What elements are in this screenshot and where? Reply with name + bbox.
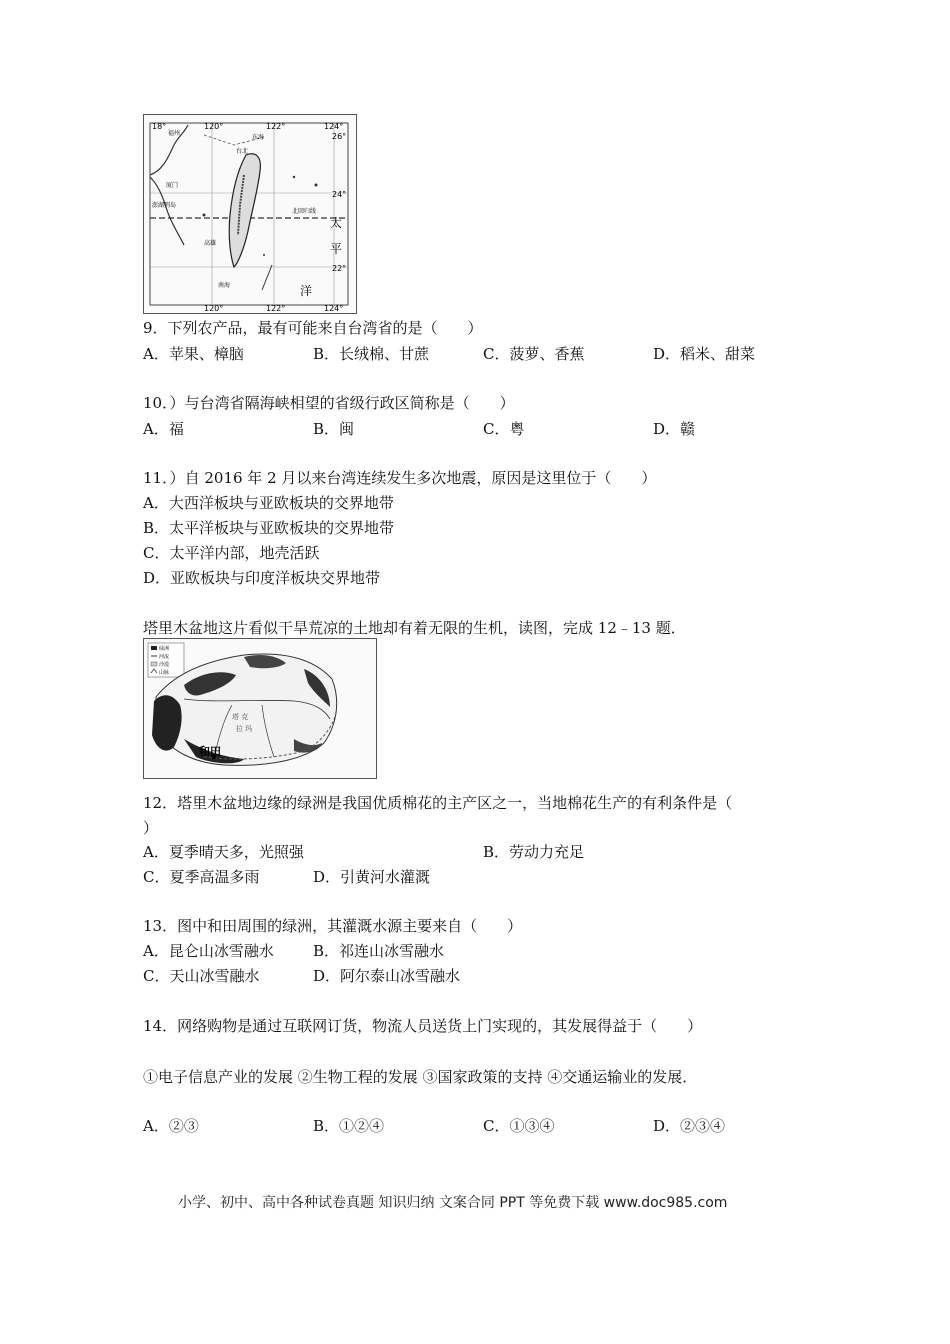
map-lat-label: 24° [332,190,347,199]
question-10-option-a[interactable]: A．福 [143,420,184,438]
question-14-stem: 14．网络购物是通过互联网订货，物流人员送货上门实现的，其发展得益于（ ） [143,1017,703,1035]
map-lat-label: 26° [332,132,347,141]
question-13-option-d[interactable]: D．阿尔泰山冰雪融水 [313,967,461,985]
question-11-stem: 11．）自 2016 年 2 月以来台湾连续发生多次地震，原因是这里位于（ ） [143,469,657,487]
question-12-option-a[interactable]: A．夏季晴天多，光照强 [143,843,304,861]
question-11-option-c[interactable]: C．太平洋内部，地壳活跃 [143,544,320,562]
question-10-stem: 10．）与台湾省隔海峡相望的省级行政区简称是（ ） [143,394,515,412]
map-lat-label: 22° [332,264,347,273]
map-place-label: 厦门 [166,182,179,189]
question-14-option-c[interactable]: C．①③④ [483,1117,555,1135]
question-12-option-c[interactable]: C．夏季高温多雨 [143,868,260,886]
map-place-label: 洋 [300,284,313,298]
question-10-option-b[interactable]: B．闽 [313,420,355,438]
page-footer: 小学、初中、高中各种试卷真题 知识归纳 文案合同 PPT 等免费下载 www.doc985.com [178,1195,728,1211]
passage-intro: 塔里木盆地这片看似干旱荒凉的土地却有着无限的生机，读图，完成 12﹣13 题． [143,619,686,637]
question-9-stem: 9．下列农产品，最有可能来自台湾省的是（ ） [143,319,483,337]
question-13-option-a[interactable]: A．昆仑山冰雪融水 [143,942,274,960]
question-14-option-d[interactable]: D．②③④ [653,1117,726,1135]
legend-label: 山脉 [159,670,170,676]
question-12-stem-continuation: ） [143,819,159,837]
map-lon-label: 124° [324,304,344,313]
question-9-option-d[interactable]: D．稻米、甜菜 [653,345,756,363]
taiwan-map [144,115,356,313]
map-place-label: 南海 [218,282,231,289]
tarim-map-figure [143,638,377,779]
question-14-items: ①电子信息产业的发展 ②生物工程的发展 ③国家政策的支持 ④交通运输业的发展． [143,1068,698,1086]
question-12-stem: 12．塔里木盆地边缘的绿洲是我国优质棉花的主产区之一，当地棉花生产的有利条件是（ [143,794,733,812]
map-place-label: 高雄 [204,240,217,247]
legend-label: 沙漠 [159,662,170,668]
question-11-option-a[interactable]: A．大西洋板块与亚欧板块的交界地带 [143,494,394,512]
question-13-stem: 13．图中和田周围的绿洲，其灌溉水源主要来自（ ） [143,917,523,935]
map-lon-label: 122° [266,304,286,313]
map-place-label: 福州 [168,130,181,137]
question-10-option-c[interactable]: C．粤 [483,420,525,438]
question-11-option-b[interactable]: B．太平洋板块与亚欧板块的交界地带 [143,519,395,537]
svg-text:拉 玛: 拉 玛 [236,725,253,733]
map-lon-label: 120° [204,304,224,313]
tarim-map [144,639,376,778]
map-lon-label: 120° [204,122,224,131]
map-lon-label: 122° [266,122,286,131]
question-13-option-b[interactable]: B．祁连山冰雪融水 [313,942,445,960]
map-lat-label: 18° [152,122,167,131]
map-place-label: 台北 [236,148,249,155]
question-14-option-a[interactable]: A．②③ [143,1117,199,1135]
map-place-label: 太 [330,216,343,230]
legend-label: 河流 [159,654,170,660]
map-place-label: 东海 [252,134,265,141]
map-lon-label: 124° [324,122,344,131]
question-9-option-c[interactable]: C．菠萝、香蕉 [483,345,585,363]
svg-text:塔 克: 塔 克 [232,713,249,721]
question-13-option-c[interactable]: C．天山冰雪融水 [143,967,260,985]
legend-label: 绿洲 [159,646,170,652]
taiwan-map-figure [143,114,357,314]
map-place-label: 澎湖列岛 [152,202,177,209]
question-11-option-d[interactable]: D．亚欧板块与印度洋板块交界地带 [143,569,381,587]
map-place-label: 平 [330,242,343,256]
question-12-option-b[interactable]: B．劳动力充足 [483,843,585,861]
question-9-option-b[interactable]: B．长绒棉、甘蔗 [313,345,430,363]
question-12-option-d[interactable]: D．引黄河水灌溉 [313,868,431,886]
question-10-option-d[interactable]: D．赣 [653,420,696,438]
question-9-option-a[interactable]: A．苹果、樟脑 [143,345,244,363]
question-14-option-b[interactable]: B．①②④ [313,1117,385,1135]
map-place-label: 北回归线 [292,208,317,215]
city-label-hetian: 和田 [199,745,221,758]
